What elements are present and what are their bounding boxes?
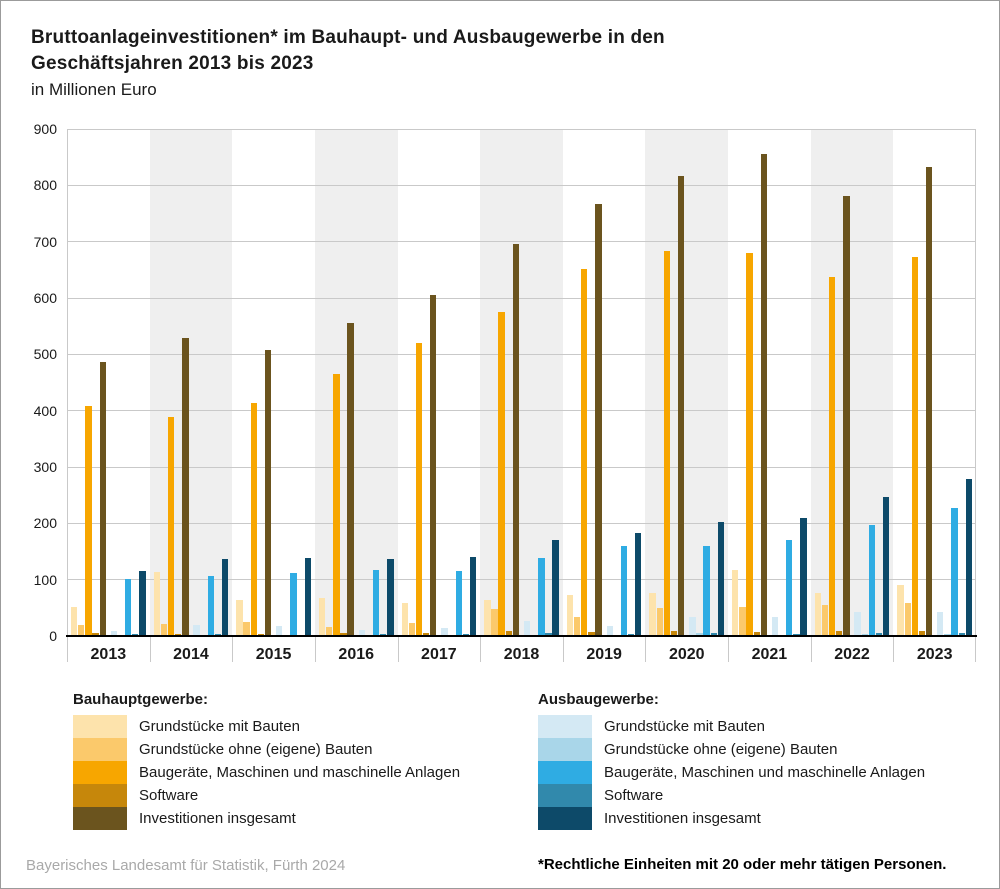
bar — [937, 612, 943, 636]
bar — [800, 518, 806, 636]
gridline — [67, 185, 976, 186]
year-label: 2023 — [916, 646, 953, 663]
bar — [524, 621, 530, 636]
source-attribution: Bayerisches Landesamt für Statistik, Fürth 2024 — [26, 857, 346, 874]
legend-bauhauptgewerbe — [73, 691, 460, 830]
gridline — [67, 579, 976, 580]
bar — [416, 343, 422, 636]
y-tick-label: 600 — [33, 290, 57, 306]
bar — [905, 603, 911, 636]
legend-label: Software — [139, 787, 199, 804]
legend-label: Grundstücke ohne (eigene) Bauten — [604, 741, 838, 758]
bar — [333, 374, 339, 636]
legend-item — [538, 807, 925, 830]
bar — [678, 176, 684, 636]
y-tick-label: 400 — [33, 402, 57, 419]
gridline — [67, 241, 976, 242]
legend-item — [538, 715, 925, 738]
bar — [373, 570, 379, 636]
bar — [182, 338, 188, 636]
bar — [100, 362, 106, 636]
legend-item — [73, 738, 460, 761]
bar — [567, 595, 573, 636]
legend-swatch — [73, 784, 127, 807]
bar — [222, 559, 228, 636]
bar — [635, 533, 641, 636]
year-band — [150, 129, 233, 636]
title-block — [31, 25, 665, 103]
year-band — [645, 129, 728, 636]
gridline — [67, 129, 976, 130]
bar — [513, 244, 519, 636]
legend-label: Software — [604, 787, 664, 804]
legend-label: Grundstücke mit Bauten — [604, 718, 765, 735]
legend-swatch — [538, 738, 592, 761]
year-label: 2015 — [255, 646, 292, 663]
legend-swatch — [73, 715, 127, 738]
legend-swatch — [73, 738, 127, 761]
bar — [657, 608, 663, 636]
y-tick-label: 300 — [33, 459, 57, 475]
bar — [815, 593, 821, 636]
gridline — [67, 410, 976, 411]
y-tick-label: 800 — [33, 177, 57, 194]
bar — [595, 204, 601, 636]
legend-label: Investitionen insgesamt — [139, 810, 296, 827]
bar — [854, 612, 860, 636]
bar — [829, 277, 835, 636]
legend-swatch — [538, 761, 592, 784]
legend-swatch — [73, 761, 127, 784]
bar — [649, 593, 655, 636]
y-tick-label: 100 — [33, 571, 57, 588]
bar — [786, 540, 792, 636]
legend-label: Grundstücke mit Bauten — [139, 718, 300, 735]
year-label: 2019 — [586, 646, 622, 663]
bar — [470, 557, 476, 636]
bar — [491, 609, 497, 636]
year-label: 2017 — [421, 646, 457, 663]
y-tick-label: 500 — [33, 346, 57, 363]
page-title-line2: Geschäftsjahren 2013 bis 2023 — [31, 53, 314, 74]
bar — [621, 546, 627, 636]
bar — [843, 196, 849, 636]
bar — [85, 406, 91, 636]
legend-label: Baugeräte, Maschinen und maschinelle Anlagen — [139, 764, 461, 781]
legend-item — [73, 784, 460, 807]
year-band — [315, 129, 398, 636]
year-band — [480, 129, 563, 636]
legend-header-ausbaugewerbe: Ausbaugewerbe: — [538, 691, 659, 708]
bar — [897, 585, 903, 636]
bar — [319, 598, 325, 636]
legend-swatch — [538, 715, 592, 738]
bar — [305, 558, 311, 636]
year-label: 2022 — [834, 646, 870, 663]
bar — [243, 622, 249, 636]
legend-item — [538, 784, 925, 807]
legend-item — [73, 807, 460, 830]
bar — [926, 167, 932, 636]
legend-label: Baugeräte, Maschinen und maschinelle Anlagen — [604, 764, 926, 781]
gridline — [67, 298, 976, 299]
bar — [208, 576, 214, 636]
legend-label: Grundstücke ohne (eigene) Bauten — [139, 741, 373, 758]
plot-border-left — [67, 129, 68, 636]
bar — [966, 479, 972, 636]
y-tick-label: 700 — [33, 233, 57, 250]
bar — [125, 579, 131, 636]
bar — [772, 617, 778, 636]
year-band — [811, 129, 894, 636]
y-tick-label: 200 — [33, 515, 57, 532]
bar — [387, 559, 393, 636]
bar — [883, 497, 889, 636]
bar — [869, 525, 875, 636]
bar — [290, 573, 296, 636]
plot-area — [33, 121, 976, 644]
year-label: 2014 — [173, 646, 209, 663]
year-label: 2013 — [90, 646, 127, 663]
bar — [154, 572, 160, 636]
legend-item — [73, 761, 460, 784]
bar — [498, 312, 504, 636]
legend-ausbaugewerbe — [538, 691, 925, 830]
legend-item — [538, 761, 925, 784]
bar — [236, 600, 242, 636]
bar — [430, 295, 436, 636]
legend-swatch — [538, 784, 592, 807]
y-tick-label: 900 — [33, 121, 57, 137]
year-label: 2021 — [751, 646, 788, 663]
page-title-line1: Bruttoanlageinvestitionen* im Bauhaupt- und Ausbaugewerbe in den — [31, 27, 665, 48]
legend-item — [538, 738, 925, 761]
bar — [718, 522, 724, 636]
year-label: 2018 — [503, 646, 540, 663]
bar — [732, 570, 738, 636]
bar — [347, 323, 353, 636]
gridline — [67, 354, 976, 355]
grouped-bar-chart — [33, 121, 976, 694]
bar — [746, 253, 752, 636]
bar — [912, 257, 918, 636]
bar — [581, 269, 587, 636]
bar — [689, 617, 695, 636]
bar — [456, 571, 462, 636]
bar — [951, 508, 957, 636]
bar — [574, 617, 580, 636]
bar — [168, 417, 174, 636]
gridline — [67, 467, 976, 468]
bar — [538, 558, 544, 636]
bar — [552, 540, 558, 636]
bar — [139, 571, 145, 636]
legend-item — [73, 715, 460, 738]
bar — [822, 605, 828, 636]
bar — [739, 607, 745, 636]
footnote: *Rechtliche Einheiten mit 20 oder mehr tätigen Personen. — [538, 856, 947, 873]
bar — [664, 251, 670, 636]
plot-border-right — [975, 129, 976, 636]
bar — [71, 607, 77, 636]
y-tick-label: 0 — [49, 628, 57, 644]
x-axis — [67, 637, 976, 683]
bar — [251, 403, 257, 636]
year-label: 2020 — [668, 646, 705, 663]
year-label: 2016 — [338, 646, 375, 663]
bar — [402, 603, 408, 636]
legend-swatch — [73, 807, 127, 830]
bar — [484, 600, 490, 636]
legend-label: Investitionen insgesamt — [604, 810, 761, 827]
bar — [703, 546, 709, 636]
page-subtitle-unit: in Millionen Euro — [31, 80, 157, 99]
legend-swatch — [538, 807, 592, 830]
bar — [265, 350, 271, 636]
legend-header-bauhauptgewerbe: Bauhauptgewerbe: — [73, 691, 209, 708]
bar — [761, 154, 767, 636]
gridline — [67, 523, 976, 524]
